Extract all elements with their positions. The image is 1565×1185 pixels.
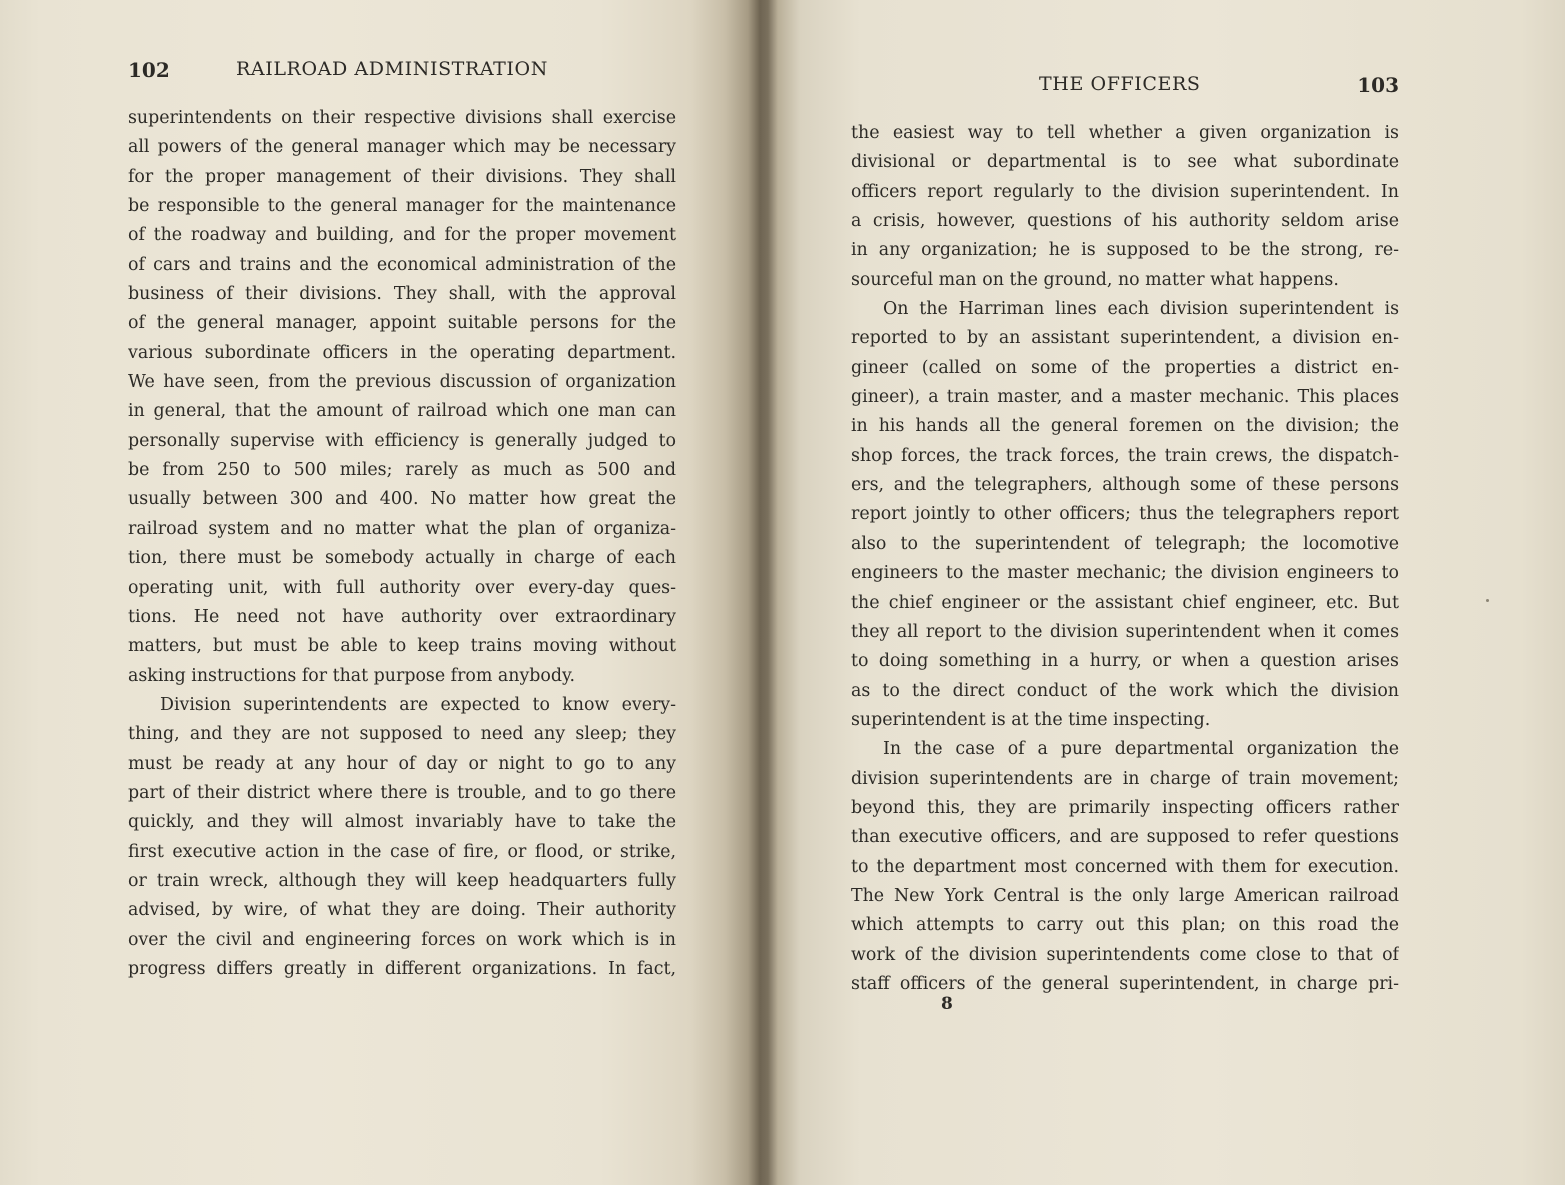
text-line: which attempts to carry out this plan; on this road the	[851, 915, 1399, 936]
text-line: tions. He need not have authority over extraordinary	[128, 606, 676, 627]
text-line: staff officers of the general superintendent, in charge pri-	[851, 973, 1399, 994]
text-line: division superintendents are in charge of train movement;	[851, 768, 1399, 789]
text-line: must be ready at any hour of day or night to go to any	[128, 753, 676, 774]
text-line: or train wreck, although they will keep headquarters fully	[128, 870, 676, 891]
text-line: superintendents on their respective divisions shall exercise	[128, 108, 676, 128]
text-line: part of their district where there is trouble, and to go there	[128, 782, 676, 803]
text-line: business of their divisions. They shall, with the approval	[128, 284, 676, 305]
text-line: reported to by an assistant superintendent, a division en-	[851, 328, 1399, 349]
page-number: 103	[1357, 73, 1399, 97]
text-line: to doing something in a hurry, or when a question arises	[851, 651, 1399, 672]
text-line: In the case of a pure departmental organization the	[883, 739, 1399, 760]
text-line: matters, but must be able to keep trains moving without	[128, 636, 676, 657]
text-line: all powers of the general manager which may be necessary	[128, 137, 676, 158]
text-line: of the general manager, appoint suitable persons for the	[128, 313, 676, 334]
text-line: personally supervise with efficiency is generally judged to	[128, 430, 676, 451]
text-line: operating unit, with full authority over every-day ques-	[128, 577, 676, 598]
text-line: railroad system and no matter what the plan of organiza-	[128, 518, 676, 539]
text-line: ers, and the telegraphers, although some of these persons	[851, 475, 1399, 496]
text-line: as to the direct conduct of the work which the division	[851, 680, 1399, 701]
text-line: of the roadway and building, and for the proper movement	[128, 225, 676, 246]
text-line: to the department most concerned with them for execution.	[851, 856, 1399, 877]
text-line: for the proper management of their divisions. They shall	[128, 166, 676, 187]
running-head	[128, 58, 676, 82]
text-line: usually between 300 and 400. No matter how great the	[128, 489, 676, 510]
text-line: in any organization; he is supposed to be the strong, re-	[851, 240, 1399, 261]
text-line: be from 250 to 500 miles; rarely as much as 500 and	[128, 460, 676, 481]
page-number: 102	[128, 58, 170, 82]
text-line: The New York Central is the only large American railroad	[851, 885, 1399, 906]
text-line: asking instructions for that purpose from anybody.	[128, 665, 576, 686]
text-line: work of the division superintendents come close to that of	[851, 944, 1399, 965]
running-head	[851, 73, 1399, 97]
text-line: divisional or departmental is to see what subordinate	[851, 152, 1399, 173]
text-line: they all report to the division superintendent when it comes	[851, 621, 1399, 642]
text-line: advised, by wire, of what they are doing. Their authority	[128, 900, 676, 921]
text-line: in his hands all the general foremen on the division; the	[851, 416, 1399, 437]
text-line: also to the superintendent of telegraph; the locomotive	[851, 533, 1399, 554]
paper-speck	[1486, 599, 1489, 602]
text-line: shop forces, the track forces, the train crews, the dispatch-	[851, 445, 1399, 466]
text-line: tion, there must be somebody actually in charge of each	[128, 548, 676, 569]
text-line: be responsible to the general manager for the maintenance	[128, 196, 676, 217]
text-line: beyond this, they are primarily inspecting officers rather	[851, 797, 1399, 818]
text-line: gineer (called on some of the properties a district en-	[851, 357, 1399, 378]
text-line: superintendent is at the time inspecting.	[851, 709, 1211, 730]
text-line: engineers to the master mechanic; the division engineers to	[851, 563, 1399, 584]
text-line: report jointly to other officers; thus the telegraphers report	[851, 504, 1399, 525]
text-line: of cars and trains and the economical administration of the	[128, 254, 676, 275]
text-line: gineer), a train master, and a master mechanic. This places	[851, 387, 1399, 408]
text-line: the chief engineer or the assistant chief engineer, etc. But	[851, 592, 1399, 613]
text-line: quickly, and they will almost invariably have to take the	[128, 812, 676, 833]
text-line: over the civil and engineering forces on work which is in	[128, 929, 676, 950]
text-line: a crisis, however, questions of his authority seldom arise	[851, 211, 1399, 232]
text-line: first executive action in the case of fire, or flood, or strike,	[128, 841, 676, 862]
running-head-title: RAILROAD ADMINISTRATION	[236, 58, 548, 80]
running-head-title: THE OFFICERS	[1039, 73, 1201, 95]
body-text	[851, 119, 1399, 999]
signature-mark: 8	[941, 994, 953, 1014]
text-line: the easiest way to tell whether a given organization is	[851, 123, 1399, 143]
text-line: various subordinate officers in the operating department.	[128, 342, 676, 363]
text-line: in general, that the amount of railroad which one man can	[128, 401, 676, 422]
text-line: officers report regularly to the division superintendent. In	[851, 181, 1399, 202]
text-line: progress differs greatly in different organizations. In fact,	[128, 958, 676, 979]
body-text	[128, 104, 676, 984]
text-line: Division superintendents are expected to know every-	[160, 694, 676, 715]
text-line: thing, and they are not supposed to need any sleep; they	[128, 724, 676, 745]
text-line: We have seen, from the previous discussion of organization	[128, 372, 676, 393]
text-line: sourceful man on the ground, no matter what happens.	[851, 269, 1339, 290]
text-line: than executive officers, and are supposed to refer questions	[851, 827, 1399, 848]
text-line: On the Harriman lines each division superintendent is	[883, 299, 1399, 320]
